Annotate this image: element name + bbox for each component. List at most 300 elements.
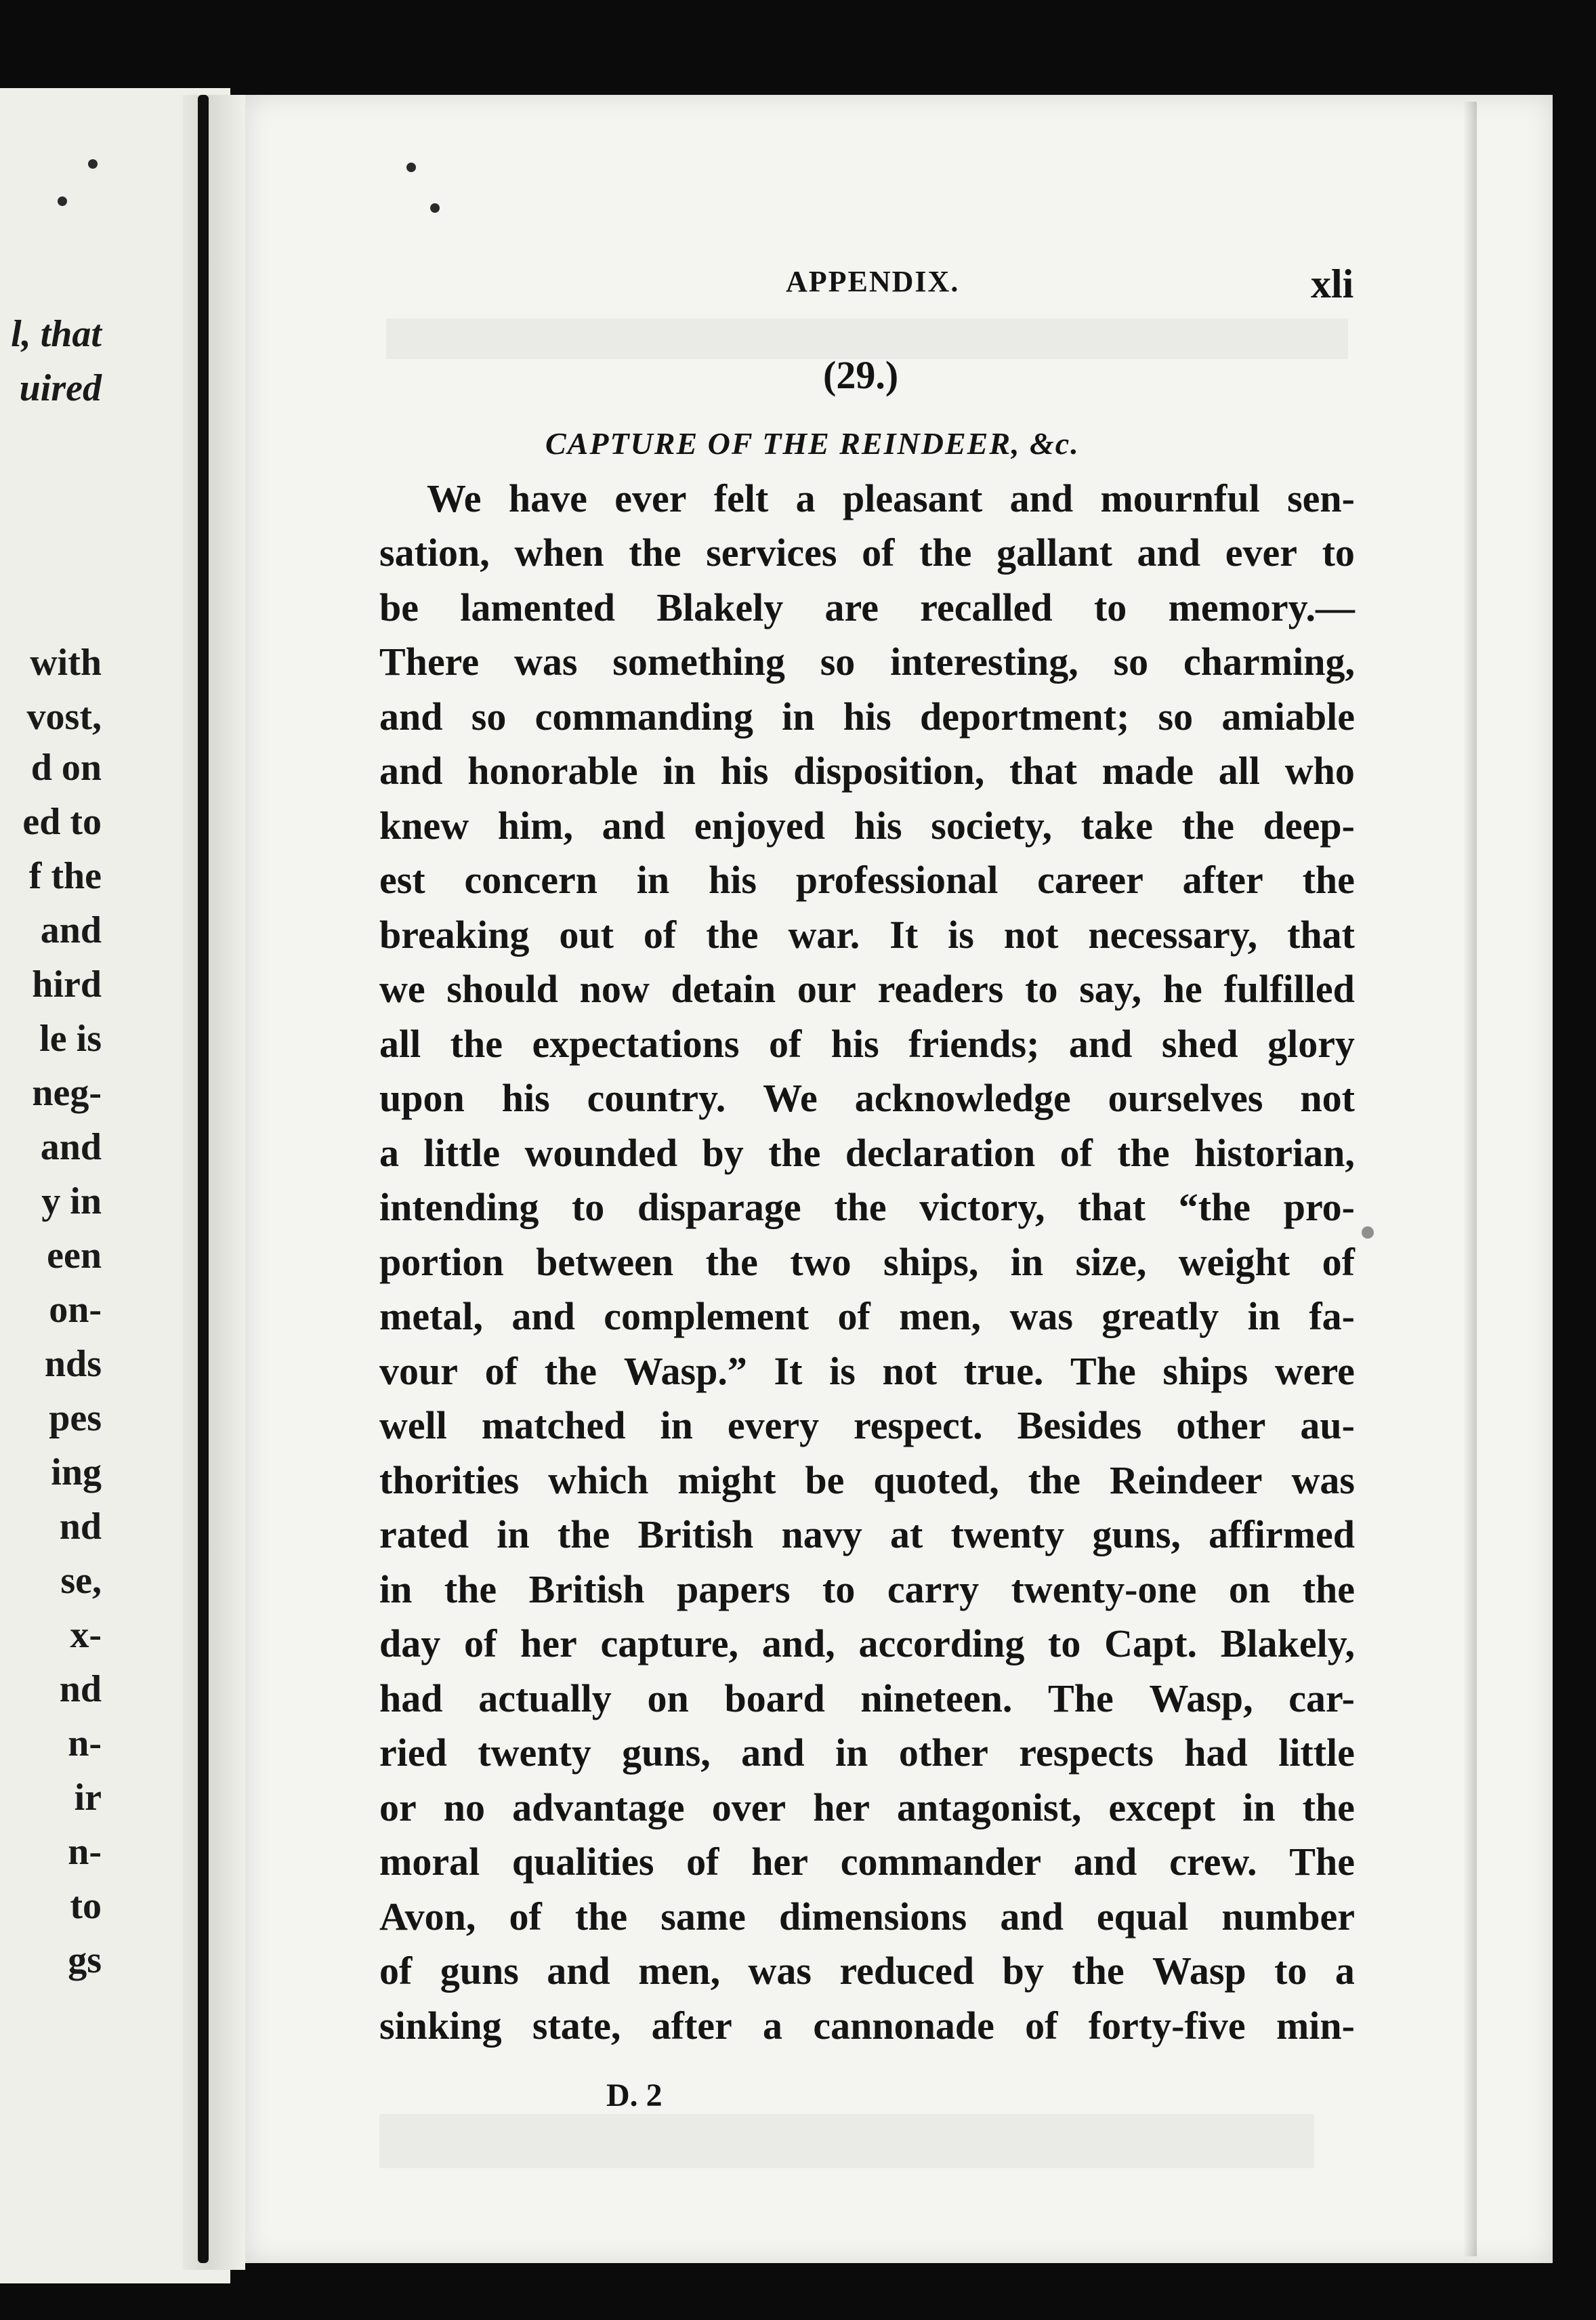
left-page-line: x- <box>70 1614 102 1656</box>
word: when <box>514 531 604 575</box>
word: a <box>795 476 816 520</box>
word: in <box>379 1567 413 1611</box>
left-page-line: gs <box>68 1939 102 1981</box>
word: to <box>1048 1621 1081 1666</box>
word: to <box>1274 1949 1307 1993</box>
word: true. <box>963 1348 1044 1393</box>
word: twenty <box>478 1731 591 1775</box>
word: his <box>854 803 902 848</box>
word: guns, <box>1092 1512 1181 1557</box>
word: the <box>1302 1785 1355 1829</box>
text-line <box>379 689 1355 744</box>
word: of <box>509 1894 542 1939</box>
word: no <box>443 1785 486 1829</box>
word: little <box>1278 1731 1355 1775</box>
word: Wasp <box>1152 1949 1246 1993</box>
word: might <box>677 1457 776 1502</box>
word: amiable <box>1221 694 1355 739</box>
word: The <box>1289 1840 1355 1884</box>
word: that <box>1009 749 1077 793</box>
word: sen- <box>1287 476 1355 520</box>
word: of <box>768 1021 802 1066</box>
word: was <box>513 640 578 684</box>
word: country. <box>587 1076 726 1121</box>
word: other <box>898 1731 988 1775</box>
word: should <box>446 967 558 1012</box>
section-number: (29.) <box>823 353 899 397</box>
text-line <box>379 1289 1355 1344</box>
running-header: APPENDIX. <box>786 265 960 298</box>
word: be <box>379 585 419 629</box>
word: The <box>1070 1348 1136 1393</box>
word: guns, <box>622 1731 711 1775</box>
left-page-line: and <box>40 909 102 951</box>
word: moral <box>379 1840 480 1884</box>
word: the <box>544 1348 597 1393</box>
word: complement <box>604 1294 810 1339</box>
word: to <box>822 1567 856 1611</box>
word: and, <box>761 1621 835 1666</box>
word: the <box>705 1239 758 1284</box>
text-line <box>379 1125 1355 1180</box>
word: men, <box>899 1294 982 1339</box>
word: wounded <box>524 1130 678 1175</box>
word: of <box>484 1348 518 1393</box>
word: not <box>882 1348 938 1393</box>
word: that <box>1287 912 1355 957</box>
word: board <box>724 1676 825 1720</box>
word: on <box>1228 1567 1271 1611</box>
word: metal, <box>379 1294 483 1339</box>
word: he <box>1162 967 1202 1012</box>
word: min- <box>1276 2003 1355 2048</box>
word: respects <box>1019 1731 1154 1775</box>
word: his <box>831 1021 879 1066</box>
word: enjoyed <box>694 803 826 848</box>
text-line <box>379 1562 1355 1617</box>
binding-edge <box>198 95 209 2263</box>
word: sinking <box>379 2003 502 2048</box>
word: sation, <box>379 531 490 575</box>
word: readers <box>877 967 1004 1012</box>
word: her <box>813 1785 870 1829</box>
word: of <box>1025 2003 1058 2048</box>
ink-speck <box>1362 1226 1374 1239</box>
word: glory <box>1267 1021 1355 1066</box>
word: now <box>579 967 650 1012</box>
word: of <box>463 1621 497 1666</box>
word: antagonist, <box>897 1785 1082 1829</box>
word: ever <box>1225 531 1297 575</box>
word: declaration <box>845 1130 1036 1175</box>
word: charming, <box>1183 640 1355 684</box>
text-line <box>379 1617 1355 1672</box>
word: two <box>790 1239 852 1284</box>
word: so <box>471 694 507 739</box>
left-page-line: een <box>47 1235 102 1277</box>
left-page-line: to <box>70 1885 102 1927</box>
word: fulfilled <box>1223 967 1355 1012</box>
word: little <box>423 1130 501 1175</box>
word: was <box>748 1949 812 1993</box>
word: on <box>647 1676 689 1720</box>
word: in <box>1010 1239 1044 1284</box>
word: were <box>1274 1348 1355 1393</box>
word: of <box>837 1294 870 1339</box>
word: all <box>379 1021 421 1066</box>
word: crew. <box>1169 1840 1257 1884</box>
word: and <box>379 694 443 739</box>
word: the <box>1117 1130 1170 1175</box>
ink-speck <box>88 159 98 169</box>
left-page-line: hird <box>32 964 102 1006</box>
left-page-line: ed to <box>22 801 102 843</box>
text-line <box>379 1835 1355 1890</box>
word: ships, <box>883 1239 979 1284</box>
word: of <box>643 912 677 957</box>
word: so <box>820 640 856 684</box>
word: we <box>379 967 425 1012</box>
word: carry <box>887 1567 980 1611</box>
word: fa- <box>1309 1294 1355 1339</box>
word: and <box>1137 531 1201 575</box>
word: greatly <box>1101 1294 1219 1339</box>
word: was <box>1291 1457 1355 1502</box>
word: and <box>602 803 666 848</box>
word: mournful <box>1100 476 1260 520</box>
word: disposition, <box>793 749 985 793</box>
text-line <box>379 526 1355 581</box>
word: thorities <box>379 1457 520 1502</box>
word: rated <box>379 1512 469 1557</box>
word: Wasp.” <box>623 1348 747 1393</box>
word: the <box>768 1130 821 1175</box>
text-line <box>379 907 1355 962</box>
word: lamented <box>460 585 616 629</box>
left-page-line: n- <box>68 1831 102 1873</box>
text-line <box>379 962 1355 1017</box>
word: state, <box>532 2003 621 2048</box>
word: dimensions <box>779 1894 967 1939</box>
word: friends; <box>908 1021 1040 1066</box>
word: a <box>763 2003 783 2048</box>
word: British <box>637 1512 754 1557</box>
word: pro- <box>1283 1185 1355 1230</box>
word: of <box>862 531 895 575</box>
word: a <box>379 1130 399 1175</box>
word: in <box>497 1512 530 1557</box>
word: professional <box>795 858 999 903</box>
body-text <box>379 471 1355 2053</box>
text-line <box>379 1453 1355 1508</box>
left-page-line: nd <box>59 1668 102 1710</box>
word: the <box>706 912 759 957</box>
word: ships <box>1162 1348 1248 1393</box>
word: Reindeer <box>1110 1457 1263 1502</box>
word: reduced <box>839 1949 975 1993</box>
word: have <box>508 476 587 520</box>
book-gutter <box>183 95 245 2270</box>
text-line <box>379 635 1355 690</box>
word: Blakely <box>656 585 784 629</box>
text-line <box>379 1889 1355 1944</box>
left-page-line: neg- <box>32 1072 102 1114</box>
word: of <box>379 1949 413 1993</box>
word: navy <box>781 1512 862 1557</box>
word: or <box>379 1785 417 1829</box>
word: felt <box>713 476 769 520</box>
word: Capt. <box>1104 1621 1198 1666</box>
left-page-line: with <box>30 642 102 684</box>
left-page-line: pes <box>49 1397 102 1439</box>
left-page-line: vost, <box>26 696 102 738</box>
section-title: CAPTURE OF THE REINDEER, &c. <box>545 426 1080 461</box>
word: his <box>720 749 769 793</box>
word: the <box>1072 1949 1125 1993</box>
word: society, <box>931 803 1053 848</box>
left-page-line: le is <box>39 1018 102 1060</box>
word: who <box>1284 749 1355 793</box>
word: quoted, <box>873 1457 999 1502</box>
word: ried <box>379 1731 447 1775</box>
word: equal <box>1096 1894 1189 1939</box>
left-page-line: l, that <box>11 313 102 355</box>
word: war. <box>788 912 860 957</box>
word: We <box>427 476 482 520</box>
word: ever <box>614 476 687 520</box>
word: according <box>858 1621 1025 1666</box>
left-page-line: y in <box>41 1180 102 1222</box>
ink-speck <box>430 203 440 213</box>
word: the <box>1302 1567 1355 1611</box>
word: the <box>444 1567 497 1611</box>
word: concern <box>464 858 597 903</box>
word: in <box>1242 1785 1276 1829</box>
word: memory.— <box>1168 585 1355 629</box>
word: not <box>1003 912 1059 957</box>
word: in <box>636 858 670 903</box>
word: and <box>1073 1840 1137 1884</box>
left-page-line: uired <box>19 367 102 409</box>
word: which <box>548 1457 649 1502</box>
word: It <box>774 1348 803 1393</box>
word: the <box>919 531 972 575</box>
word: intending <box>379 1185 539 1230</box>
text-line <box>379 1399 1355 1453</box>
left-page-line: ir <box>74 1777 102 1819</box>
text-line <box>379 1071 1355 1126</box>
word: something <box>612 640 785 684</box>
text-line <box>379 1235 1355 1289</box>
word: after <box>651 2003 732 2048</box>
word: the <box>557 1512 610 1557</box>
word: are <box>824 585 879 629</box>
word: respect. <box>854 1403 983 1448</box>
word: disparage <box>637 1185 801 1230</box>
text-line <box>379 1344 1355 1399</box>
text-line <box>379 1508 1355 1562</box>
word: honorable <box>467 749 638 793</box>
word: in <box>835 1731 868 1775</box>
word: portion <box>379 1239 504 1284</box>
word: acknowledge <box>854 1076 1071 1121</box>
text-line <box>379 1726 1355 1781</box>
ink-speck <box>406 163 416 172</box>
word: say, <box>1079 967 1142 1012</box>
word: upon <box>379 1076 465 1121</box>
text-line <box>379 798 1355 853</box>
word: The <box>1048 1676 1114 1720</box>
word: affirmed <box>1209 1512 1355 1557</box>
word: recalled <box>920 585 1053 629</box>
word: There <box>379 640 480 684</box>
word: the <box>1302 858 1355 903</box>
text-line <box>379 580 1355 635</box>
word: knew <box>379 803 469 848</box>
left-page-line: n- <box>68 1722 102 1764</box>
word: to <box>1322 531 1355 575</box>
word: the <box>629 531 681 575</box>
word: and <box>379 749 443 793</box>
word: well <box>379 1403 447 1448</box>
page-edge-shadow <box>1463 102 1477 2256</box>
word: the <box>1028 1457 1081 1502</box>
word: the <box>1181 803 1234 848</box>
word: actually <box>478 1676 612 1720</box>
printer-signature: D. 2 <box>606 2077 663 2113</box>
word: pleasant <box>843 476 983 520</box>
word: in <box>1247 1294 1280 1339</box>
word: detain <box>671 967 776 1012</box>
word: Blakely, <box>1220 1621 1355 1666</box>
word: to <box>1093 585 1127 629</box>
word: all <box>1218 749 1260 793</box>
left-page-line: and <box>40 1126 102 1168</box>
word: career <box>1037 858 1143 903</box>
word: to <box>571 1185 605 1230</box>
word: every <box>727 1403 820 1448</box>
word: by <box>1002 1949 1044 1993</box>
left-page-line: on- <box>49 1289 102 1331</box>
word: twenty-one <box>1011 1567 1197 1611</box>
word: except <box>1108 1785 1216 1829</box>
word: guns <box>440 1949 519 1993</box>
word: the <box>450 1021 503 1066</box>
left-page-line: f the <box>28 855 102 897</box>
word: nineteen. <box>860 1676 1013 1720</box>
left-page-line: nd <box>59 1506 102 1548</box>
text-line <box>379 1671 1355 1726</box>
word: him, <box>497 803 573 848</box>
word: her <box>751 1840 808 1884</box>
word: so <box>1158 694 1194 739</box>
word: weight <box>1178 1239 1290 1284</box>
text-line <box>379 1016 1355 1071</box>
word: over <box>711 1785 786 1829</box>
word: the <box>574 1894 628 1939</box>
word: matched <box>481 1403 626 1448</box>
word: day <box>379 1621 441 1666</box>
text-line <box>379 1998 1355 2053</box>
word: interesting, <box>890 640 1078 684</box>
word: est <box>379 858 425 903</box>
word: not <box>1300 1076 1355 1121</box>
word: was <box>1009 1294 1073 1339</box>
word: services <box>706 531 837 575</box>
text-line <box>379 1944 1355 1999</box>
word: and <box>741 1731 805 1775</box>
ink-speck <box>58 196 67 206</box>
word: in <box>663 749 696 793</box>
word: car- <box>1288 1676 1355 1720</box>
word: commanding <box>534 694 753 739</box>
left-page-line: ing <box>51 1451 102 1493</box>
word: and <box>1068 1021 1133 1066</box>
word: capture, <box>600 1621 739 1666</box>
word: qualities <box>511 1840 654 1884</box>
word: gallant <box>996 531 1112 575</box>
word: in <box>660 1403 693 1448</box>
word: that <box>1078 1185 1146 1230</box>
page-number: xli <box>1311 262 1354 306</box>
text-line <box>379 744 1355 799</box>
word: forty-five <box>1088 2003 1246 2048</box>
word: to <box>1025 967 1058 1012</box>
word: made <box>1101 749 1194 793</box>
text-line <box>379 1180 1355 1235</box>
word: advantage <box>512 1785 685 1829</box>
word: in <box>782 694 815 739</box>
text-line <box>379 1780 1355 1835</box>
word: and <box>1000 1894 1064 1939</box>
word: and <box>1009 476 1074 520</box>
word: her <box>520 1621 577 1666</box>
word: breaking <box>379 912 530 957</box>
word: had <box>379 1676 443 1720</box>
word: It <box>889 912 919 957</box>
word: had <box>1184 1731 1248 1775</box>
word: so <box>1113 640 1149 684</box>
word: men, <box>638 1949 721 1993</box>
word: number <box>1221 1894 1355 1939</box>
word: deportment; <box>920 694 1130 739</box>
word: papers <box>676 1567 791 1611</box>
word: by <box>702 1130 744 1175</box>
word: We <box>763 1076 818 1121</box>
word: commander <box>840 1840 1042 1884</box>
word: British <box>528 1567 645 1611</box>
bleed-through-bottom <box>379 2114 1314 2168</box>
word: shed <box>1161 1021 1238 1066</box>
left-page-line: nds <box>44 1343 102 1385</box>
word: between <box>536 1239 674 1284</box>
word: his <box>501 1076 550 1121</box>
word: ourselves <box>1108 1076 1263 1121</box>
word: is <box>948 912 974 957</box>
word: au- <box>1300 1403 1355 1448</box>
word: Wasp, <box>1149 1676 1253 1720</box>
word: after <box>1182 858 1263 903</box>
text-line <box>379 853 1355 908</box>
word: his <box>708 858 757 903</box>
word: victory, <box>919 1185 1045 1230</box>
word: be <box>805 1457 845 1502</box>
text-line <box>379 471 1355 526</box>
word: expectations <box>532 1021 740 1066</box>
word: is <box>829 1348 856 1393</box>
word: twenty <box>950 1512 1065 1557</box>
word: necessary, <box>1088 912 1258 957</box>
